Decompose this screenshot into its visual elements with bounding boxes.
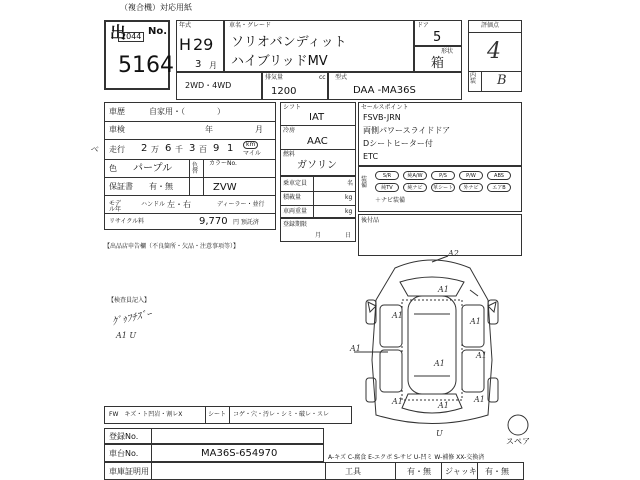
spare-label: スペア xyxy=(506,437,530,446)
platform-label: 車台No. xyxy=(109,449,139,458)
handle-label: ハンドル xyxy=(141,201,166,208)
sales-point-line: 両側パワースライドドア xyxy=(363,126,451,135)
score-box xyxy=(468,20,522,92)
load-label: 積載量 xyxy=(283,194,302,201)
tools-label: 工具 xyxy=(345,467,361,476)
type-box xyxy=(328,72,462,100)
mileage-unit-sen: 千 xyxy=(175,145,183,154)
inspection-year-unit: 年 xyxy=(205,125,213,134)
lot-number: 5164 xyxy=(118,53,174,78)
registration-row xyxy=(104,428,324,444)
mileage-digit: 9 xyxy=(213,143,220,154)
doors-label: ドア xyxy=(417,22,429,29)
mechanical-fields xyxy=(280,102,356,176)
year-month: 3 xyxy=(195,59,202,70)
mileage-label: 走行 xyxy=(109,145,125,154)
year-value: 29 xyxy=(193,35,214,54)
weight-label: 車両重量 xyxy=(283,208,308,215)
equip-navi: 純ナビ xyxy=(403,183,427,192)
type-value: DAA -MA36S xyxy=(353,85,416,96)
lot-box xyxy=(104,20,174,90)
recycle-unit: 円 預託済 xyxy=(233,219,259,226)
mileage-unit-man: 万 xyxy=(151,145,159,154)
equipment-label: 装備 xyxy=(361,176,368,189)
regdate-day: 日 xyxy=(345,232,352,239)
lot-no-label: No. xyxy=(148,26,168,37)
sales-points-label: セールスポイント xyxy=(361,104,409,111)
category-label: 車歴 xyxy=(109,107,125,116)
equipment-box xyxy=(358,166,522,212)
doors-value: 5 xyxy=(433,30,442,45)
equip-airbag: エアB xyxy=(487,183,511,192)
seats-label: 乗車定員 xyxy=(283,180,308,187)
doors-box xyxy=(414,20,462,46)
garage-row xyxy=(104,462,524,480)
seats-unit: 名 xyxy=(347,180,354,187)
legend-interior: コゲ・穴・汚レ・シミ・破レ・スレ xyxy=(233,411,330,418)
damage-legend: A-キズ C-腐食 E-エクボ S-サビ U-凹ミ W-補修 XX-交換済 xyxy=(328,454,485,461)
model-line2: ハイブリッドMV xyxy=(231,54,328,69)
displacement-box xyxy=(262,72,328,100)
tools-value: 有・無 xyxy=(407,467,431,476)
ac-value: AAC xyxy=(307,136,328,147)
recycle-label: リサイクル料 xyxy=(109,218,145,225)
color-no-value: ZVW xyxy=(213,182,237,193)
year-month-unit: 月 xyxy=(209,61,217,70)
color-change-label: 色替 xyxy=(192,162,199,175)
recycle-value: 9,770 xyxy=(199,216,228,227)
mileage-digit: 2 xyxy=(141,143,148,154)
mileage-unit-hyaku: 百 xyxy=(199,145,207,154)
shift-value: IAT xyxy=(309,112,325,123)
notes-label: 【出品店申告欄（不良箇所・欠品・注意事項等）】 xyxy=(104,243,240,250)
equip-abs: ABS xyxy=(487,171,511,180)
regdate-month: 月 xyxy=(315,232,322,239)
equip-ext-navi: 外ナビ xyxy=(459,183,483,192)
capacity-fields xyxy=(280,176,356,218)
color-no-label: カラーNo. xyxy=(209,160,237,167)
displacement-label: 排気量 xyxy=(265,74,284,81)
color-label: 色 xyxy=(109,164,117,173)
shift-label: シフト xyxy=(283,104,302,111)
mileage-digit: 3 xyxy=(189,143,196,154)
legend-glass: シート xyxy=(208,411,227,418)
warranty-label: 保証書 xyxy=(109,182,133,191)
regdate-label: 登録期限 xyxy=(283,221,308,228)
lot-prefix: 出 xyxy=(110,23,127,42)
fuel-value: ガソリン xyxy=(297,160,337,171)
year-label: 年式 xyxy=(179,22,192,29)
inspector-scribble: A1 U xyxy=(116,331,137,340)
equip-tv: 純TV xyxy=(375,183,399,192)
weight-unit: kg xyxy=(345,208,353,215)
damage-mark: A1 xyxy=(392,397,403,406)
later-fitted xyxy=(358,214,522,256)
damage-mark: A1 xyxy=(438,285,449,294)
damage-mark: U xyxy=(436,429,443,438)
reg-label: 登録No. xyxy=(109,432,139,441)
model-label: 車名・グレード xyxy=(229,22,272,29)
category-value: 自家用・（ ） xyxy=(149,107,225,116)
fuel-label: 燃料 xyxy=(283,151,296,158)
mileage-digit: 6 xyxy=(165,143,172,154)
drive-value: 2WD・4WD xyxy=(185,81,232,90)
model-line1: ソリオバンディット xyxy=(231,35,347,50)
displacement-unit: cc xyxy=(319,74,326,81)
damage-mark: A1 xyxy=(392,311,403,320)
displacement-value: 1200 xyxy=(271,86,297,97)
damage-mark: A1 xyxy=(476,351,487,360)
navi-equipment-label: ＋ナビ装備 xyxy=(375,197,406,204)
year-era: H xyxy=(179,35,192,54)
inspection-month-unit: 月 xyxy=(255,125,263,134)
interior-label: 内装 xyxy=(470,72,477,85)
sales-points xyxy=(358,102,522,166)
jack-value: 有・無 xyxy=(485,467,509,476)
equip-alloy-wheel: 純A/W xyxy=(403,171,427,180)
cert-label: 車庫証明用 xyxy=(109,467,149,476)
equip-power-window: P/W xyxy=(459,171,483,180)
load-unit: kg xyxy=(345,194,353,201)
sales-point-line: ETC xyxy=(363,152,379,161)
equip-leather: 革シート xyxy=(432,185,453,191)
year-box xyxy=(176,20,224,72)
damage-mark: A1 xyxy=(434,359,445,368)
jack-label: ジャッキ xyxy=(445,467,477,476)
type-label: 型式 xyxy=(335,74,348,81)
dealer-label: ディーラー・並行 xyxy=(217,201,265,208)
equip-power-steering: P/S xyxy=(431,171,455,180)
score-label: 評価点 xyxy=(481,22,500,29)
damage-mark: A1 xyxy=(350,344,361,353)
margin-mark: ベ xyxy=(90,145,98,154)
shape-value: 箱 xyxy=(431,56,445,71)
damage-mark: A1 xyxy=(470,317,481,326)
score-value: 4 xyxy=(487,39,501,64)
platform-value: MA36S-654970 xyxy=(201,448,278,459)
venue-code: 2044 xyxy=(118,32,144,42)
shape-label: 形状 xyxy=(441,48,454,55)
mileage-digit: 1 xyxy=(227,143,234,154)
sales-point-line: FSVB-JRN xyxy=(363,113,401,122)
equip-sunroof: S/R xyxy=(375,171,399,180)
sales-point-line: Dシートヒーター付 xyxy=(363,139,433,148)
km-unit: km xyxy=(243,141,258,149)
interior-value: B xyxy=(497,73,507,88)
damage-mark: A1 xyxy=(474,395,485,404)
inspector-label: 【検査員記入】 xyxy=(108,297,151,304)
ac-label: 冷房 xyxy=(283,127,296,134)
vehicle-fields xyxy=(104,102,276,230)
platform-row xyxy=(104,444,324,462)
damage-mark: A2 xyxy=(448,249,459,258)
drive-box xyxy=(176,72,262,100)
form-subtitle: （複合機）対応用紙 xyxy=(120,3,192,12)
warranty-value: 有・無 xyxy=(149,182,173,191)
registration-period xyxy=(280,218,356,242)
color-value: パープル xyxy=(133,163,173,174)
model-year-label: モデル年 xyxy=(109,200,122,213)
inspection-label: 車検 xyxy=(109,125,125,134)
shape-box xyxy=(414,46,462,72)
mile-unit: マイル xyxy=(243,150,261,157)
damage-mark: A1 xyxy=(438,401,449,410)
legend-fw: FW キズ・ト凹岩・割レX xyxy=(109,411,183,418)
model-box xyxy=(224,20,414,72)
handle-value: 左・右 xyxy=(167,200,191,209)
defect-legend-row xyxy=(104,406,352,424)
later-label: 後付品 xyxy=(361,217,380,224)
inspector-scribble: ｸﾞｩﾌﾁｽﾞｰ xyxy=(111,308,153,329)
